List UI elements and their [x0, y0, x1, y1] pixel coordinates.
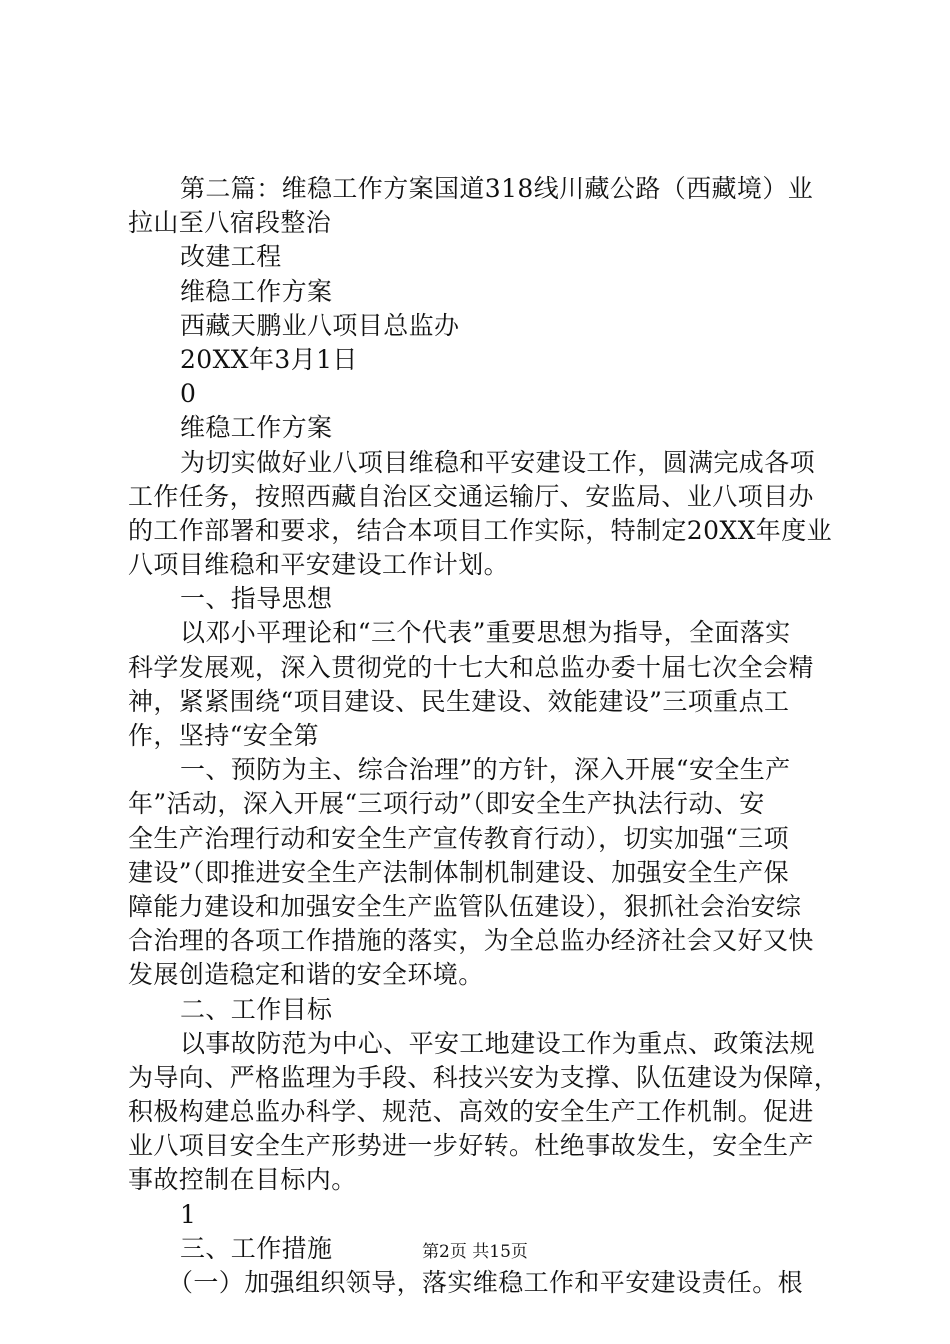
text-line: 建设”（即推进安全生产法制体制机制建设、加强安全生产保: [128, 857, 790, 887]
text-line: 0: [180, 379, 197, 409]
text-line: 工作任务，按照西藏自治区交通运输厅、安监局、业八项目办: [128, 481, 814, 511]
text-line: 维稳工作方案: [180, 413, 333, 443]
text-line: 拉山至八宿段整治: [128, 208, 332, 238]
text-line: 合治理的各项工作措施的落实，为全总监办经济社会又好又快: [128, 926, 814, 956]
text-line: 业八项目安全生产形势进一步好转。杜绝事故发生，安全生产: [128, 1131, 814, 1161]
text-line: 科学发展观，深入贯彻党的十七大和总监办委十届七次全会精: [128, 652, 814, 682]
text-line: 1: [180, 1199, 197, 1229]
text-line: 西藏天鹏业八项目总监办: [180, 310, 460, 340]
text-line: 20XX年3月1日: [180, 344, 358, 374]
section-heading: 二、工作目标: [180, 994, 333, 1024]
text-line: 事故控制在目标内。: [128, 1165, 357, 1195]
text-line: 改建工程: [180, 242, 282, 272]
text-line: 维稳工作方案: [180, 276, 333, 306]
text-line: （一）加强组织领导，落实维稳工作和平安建设责任。根: [168, 1268, 804, 1297]
text-line: 作，坚持“安全第: [128, 721, 319, 750]
section-heading: 三、工作措施: [180, 1233, 333, 1263]
text-line: 八项目维稳和平安建设工作计划。: [128, 550, 510, 580]
text-line: 神，紧紧围绕“项目建设、民生建设、效能建设”三项重点工: [128, 686, 790, 716]
page-number: 第2页 共15页: [422, 1242, 528, 1262]
section-heading: 一、指导思想: [180, 584, 333, 614]
text-line: 为切实做好业八项目维稳和平安建设工作，圆满完成各项: [180, 447, 816, 477]
page-footer: [0, 1242, 950, 1262]
text-line: 第二篇：维稳工作方案国道318线川藏公路（西藏境）业: [180, 174, 814, 203]
text-line: 的工作部署和要求，结合本项目工作实际，特制定20XX年度业: [128, 515, 833, 545]
text-line: 障能力建设和加强安全生产监管队伍建设），狠抓社会治安综: [128, 891, 802, 921]
document-body: [128, 172, 840, 1300]
text-line: 以邓小平理论和“三个代表”重要思想为指导，全面落实: [180, 618, 791, 648]
text-line: 全生产治理行动和安全生产宣传教育行动），切实加强“三项: [128, 823, 790, 853]
text-line: 一、预防为主、综合治理”的方针，深入开展“安全生产: [180, 755, 791, 785]
text-line: 以事故防范为中心、平安工地建设工作为重点、政策法规: [180, 1028, 816, 1058]
text-line: 发展创造稳定和谐的安全环境。: [128, 960, 484, 990]
text-line: 积极构建总监办科学、规范、高效的安全生产工作机制。促进: [128, 1097, 814, 1127]
text-line: 为导向、严格监理为手段、科技兴安为支撑、队伍建设为保障，: [128, 1062, 840, 1092]
text-line: 年”活动，深入开展“三项行动”（即安全生产执法行动、安: [128, 789, 765, 819]
